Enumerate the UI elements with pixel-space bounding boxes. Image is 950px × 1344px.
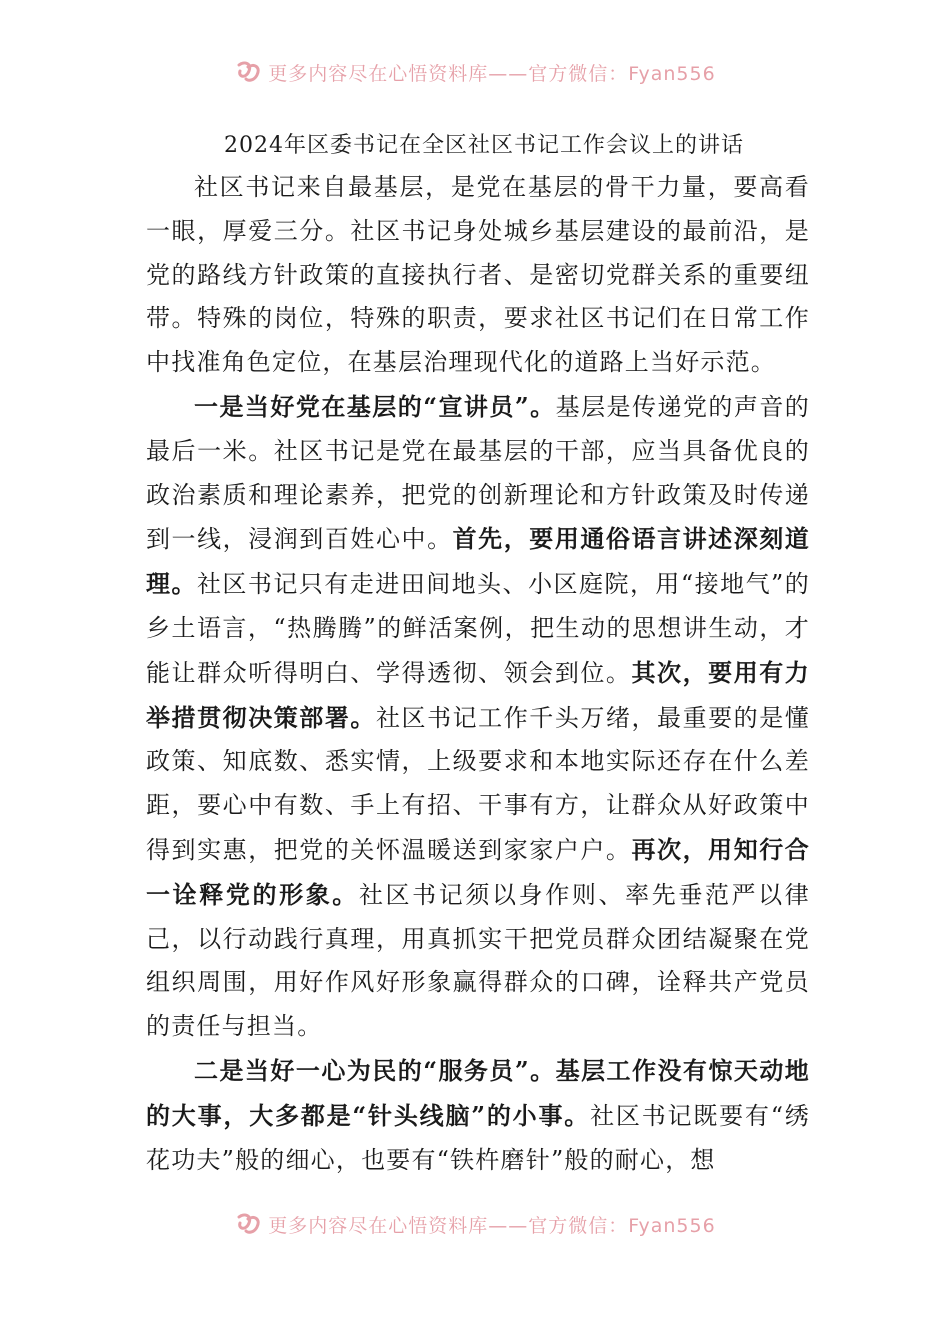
paragraph-intro-text: 社区书记来自最基层，是党在基层的骨干力量，要高看一眼，厚爱三分。社区书记身处城乡基层建设的最前沿，是党的路线方针政策的直接执行者、是密切党群关系的重要纽带。特殊的岗位，特殊的职责，要求社区书记们在日常工作中找准角色定位，在基层治理现代化的道路上当好示范。 [146, 173, 810, 377]
watermark-banner-bottom [0, 1204, 950, 1244]
logo-icon [234, 1209, 264, 1239]
document-body [146, 126, 810, 1182]
section-one-text-2: 社区书记只有走进田间地头、小区庭院，用“接地气”的乡土语言，“热腾腾”的鲜活案例，把生动的思想讲生动，才能让群众听得明白、学得透彻、领会到位。 [146, 570, 810, 687]
section-one-text-3: 社区书记工作千头万绪，最重要的是懂政策、知底数、悉实情，上级要求和本地实际还存在什么差距，要心中有数、手上有招、干事有方，让群众从好政策中得到实惠，把党的关怀温暖送到家家户户。 [146, 703, 810, 864]
watermark-banner-top [0, 52, 950, 92]
page-title: 2024年区委书记在全区社区书记工作会议上的讲话 [224, 133, 744, 158]
paragraph-intro [146, 166, 810, 385]
section-one-text-1: 基层是传递党的声音的最后一米。社区书记是党在最基层的干部，应当具备优良的政治素质和理论素养，把党的创新理论和方针政策及时传递到一线，浸润到百姓心中。 [146, 392, 811, 554]
section-one-point-3: 再次，用知行合一诠释党的形象。 [146, 834, 810, 909]
watermark-text: 更多内容尽在心悟资料库——官方微信：Fyan556 [268, 1214, 716, 1237]
paragraph-section-two [146, 1049, 810, 1182]
section-one-text-4: 社区书记须以身作则、率先垂范严以律己，以行动践行真理，用真抓实干把党员群众团结凝聚在党组织周围，用好作风好形象赢得群众的口碑，诠释共产党员的责任与担当。 [146, 880, 810, 1041]
section-two-heading: 二是当好一心为民的“服务员”。基层工作没有惊天动地的大事，大多都是“针头线脑”的小事。 [146, 1055, 810, 1130]
section-one-heading: 一是当好党在基层的“宣讲员”。 [194, 391, 556, 421]
section-one-point-1: 首先，要用通俗语言讲述深刻道理。 [146, 524, 810, 599]
section-one-point-2: 其次，要用有力举措贯彻决策部署。 [146, 657, 810, 732]
watermark-text: 更多内容尽在心悟资料库——官方微信：Fyan556 [268, 62, 716, 85]
section-two-text-1: 社区书记既要有“绣花功夫”般的细心，也要有“铁杵磨针”般的耐心，想 [146, 1101, 810, 1174]
logo-icon [234, 57, 264, 87]
paragraph-section-one [146, 385, 810, 1049]
